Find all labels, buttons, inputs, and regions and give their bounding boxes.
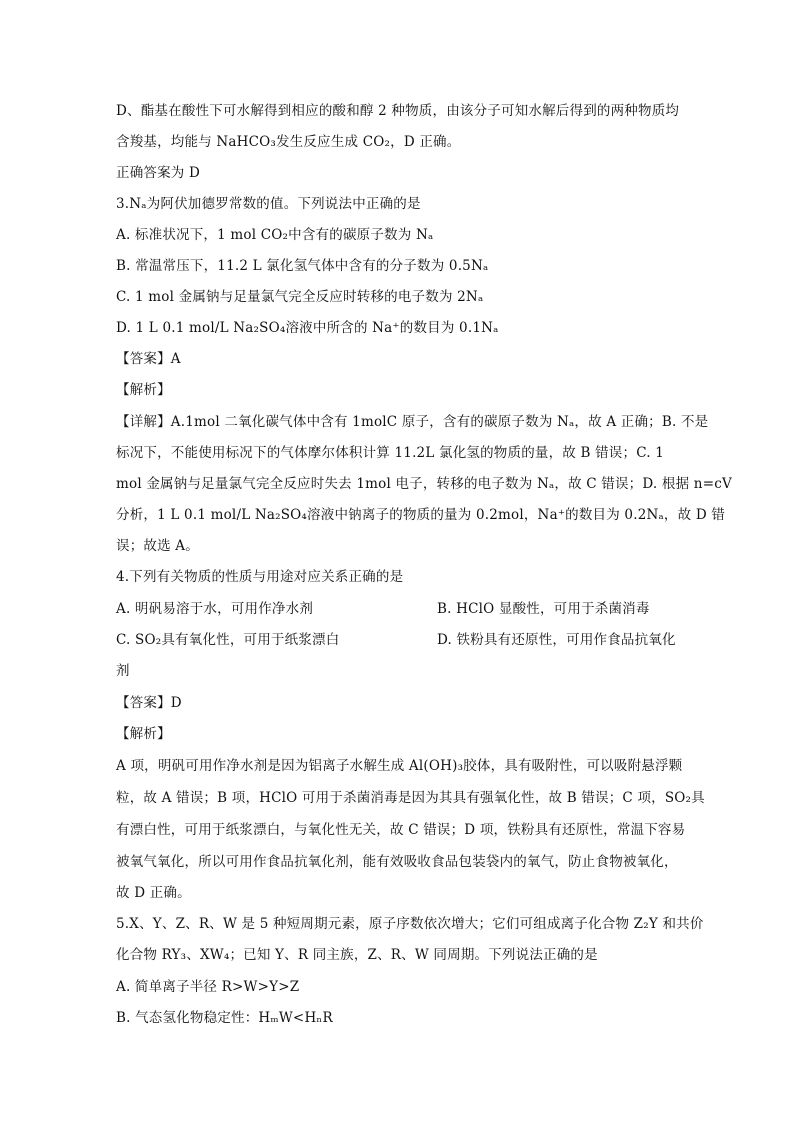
analysis-label: 【解析】	[116, 726, 171, 742]
text-line: D、酯基在酸性下可水解得到相应的酸和醇 2 种物质，由该分子可知水解后得到的两种物质均	[116, 103, 680, 119]
option-a: A. 明矾易溶于水，可用作净水剂	[116, 601, 314, 617]
answer-label: 【答案】D	[116, 695, 182, 711]
text-line: 分析，1 L 0.1 mol/L Na₂SO₄溶液中钠离子的物质的量为 0.2mol，Na⁺的数目为 0.2Nₐ，故 D 错	[116, 507, 726, 523]
question-4-stem: 4.下列有关物质的性质与用途对应关系正确的是	[116, 569, 404, 585]
text-line: 被氧气氧化，所以可用作食品抗氧化剂，能有效吸收食品包装袋内的氧气，防止食物被氧化，	[116, 854, 678, 870]
text-line: 【详解】A.1mol 二氧化碳气体中含有 1molC 原子，含有的碳原子数为 Nₐ，故 A 正确；B. 不是	[116, 414, 709, 430]
text-line: 正确答案为 D	[116, 165, 201, 181]
option-b: B. HClO 显酸性，可用于杀菌消毒	[437, 601, 650, 617]
question-3-stem: 3.Nₐ为阿伏加德罗常数的值。下列说法中正确的是	[116, 196, 421, 212]
option-d: D. 铁粉具有还原性，可用作食品抗氧化	[437, 632, 676, 648]
question-5-stem-cont: 化合物 RY₃、XW₄；已知 Y、R 同主族，Z、R、W 同周期。下列说法正确的是	[116, 947, 598, 963]
text-line: 粒，故 A 错误；B 项，HClO 可用于杀菌消毒是因为其具有强氧化性，故 B 错误；C 项，SO₂具	[116, 790, 705, 806]
text-line: 含羧基，均能与 NaHCO₃发生反应生成 CO₂，D 正确。	[116, 134, 461, 150]
option-c: C. 1 mol 金属钠与足量氯气完全反应时转移的电子数为 2Nₐ	[116, 289, 484, 305]
option-d: D. 1 L 0.1 mol/L Na₂SO₄溶液中所含的 Na⁺的数目为 0.1Nₐ	[116, 320, 499, 336]
option-b: B. 气态氢化物稳定性：HₘW<HₙR	[116, 1010, 333, 1026]
option-b: B. 常温常压下，11.2 L 氯化氢气体中含有的分子数为 0.5Nₐ	[116, 258, 489, 274]
option-c: C. SO₂具有氧化性，可用于纸浆漂白	[116, 632, 340, 648]
option-a: A. 标准状况下，1 mol CO₂中含有的碳原子数为 Nₐ	[116, 227, 434, 243]
answer-label: 【答案】A	[116, 351, 181, 367]
text-line: 标况下，不能使用标况下的气体摩尔体积计算 11.2L 氯化氢的物质的量，故 B 错误；C. 1	[116, 445, 665, 461]
text-line: mol 金属钠与足量氯气完全反应时失去 1mol 电子，转移的电子数为 Nₐ，故 C 错误；D. 根据 n=cV	[116, 476, 732, 492]
text-line: A 项，明矾可用作净水剂是因为铝离子水解生成 Al(OH)₃胶体，具有吸附性，可以吸附悬浮颗	[116, 758, 683, 774]
text-line: 误；故选 A。	[116, 538, 199, 554]
option-d-continuation: 剂	[116, 663, 130, 679]
analysis-label: 【解析】	[116, 382, 171, 398]
text-line: 故 D 正确。	[116, 885, 191, 901]
text-line: 有漂白性，可用于纸浆漂白，与氧化性无关，故 C 错误；D 项，铁粉具有还原性，常温下容易	[116, 822, 686, 838]
option-a: A. 简单离子半径 R>W>Y>Z	[116, 979, 300, 995]
question-5-stem: 5.X、Y、Z、R、W 是 5 种短周期元素，原子序数依次增大；它们可组成离子化合物 Z₂Y 和共价	[116, 916, 704, 932]
